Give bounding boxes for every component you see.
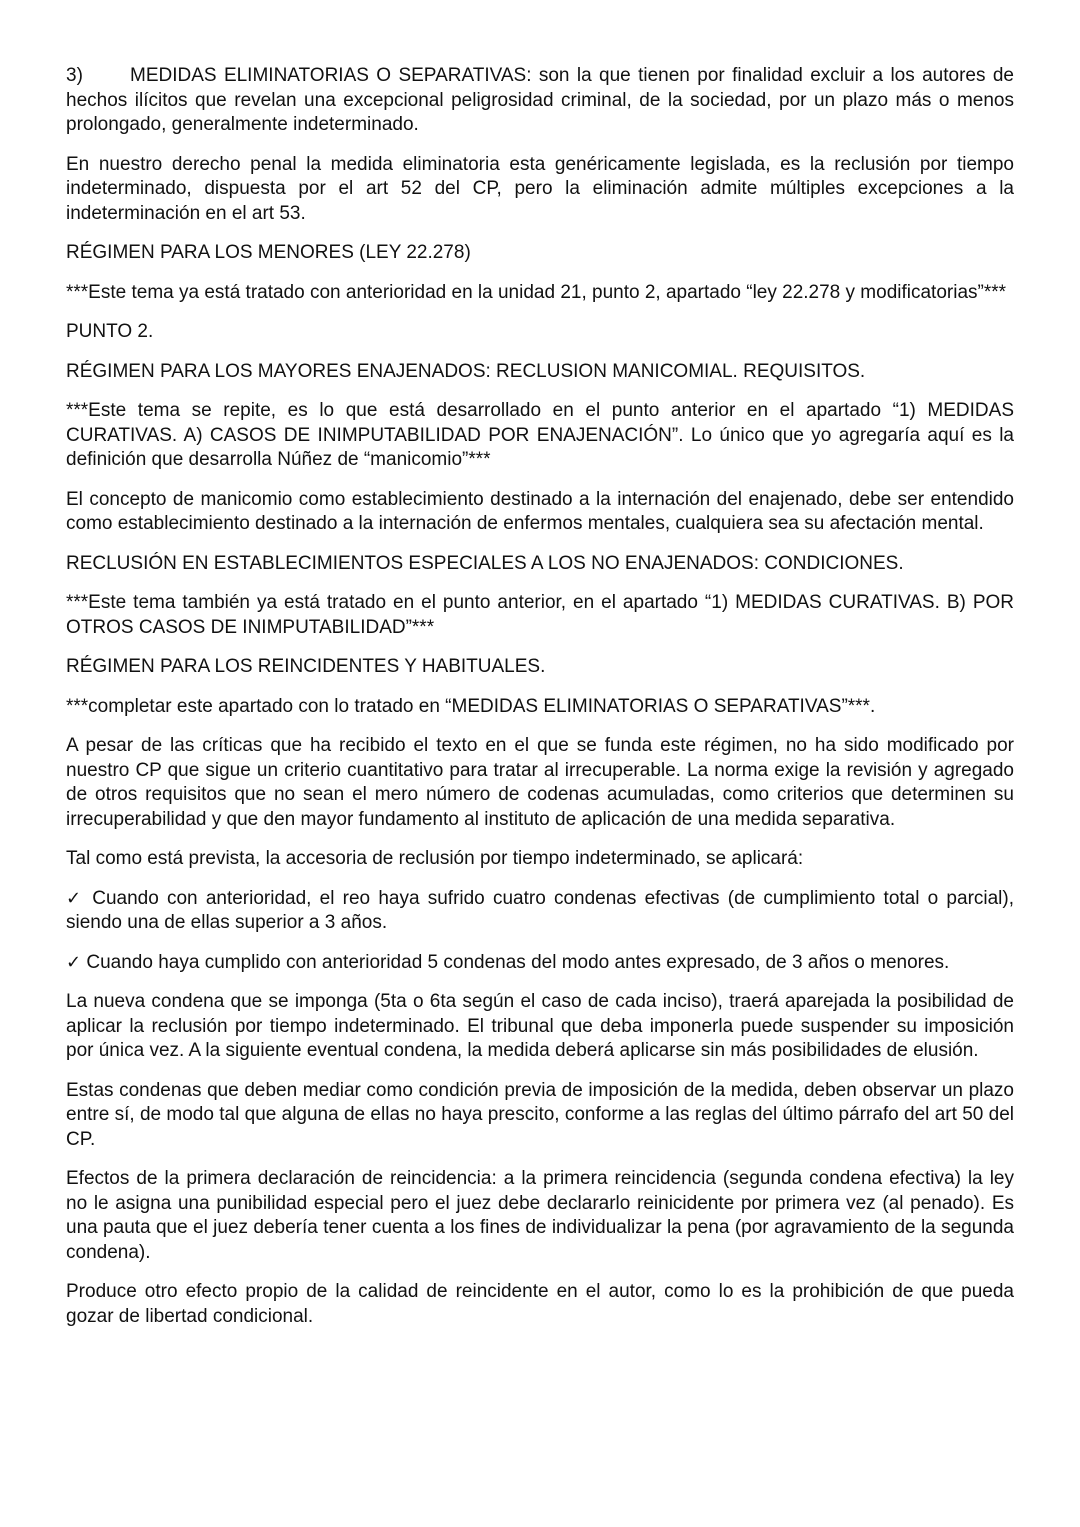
paragraph-text: MEDIDAS ELIMINATORIAS O SEPARATIVAS: son la que tienen por finalidad excluir a los autores de hechos ilícitos que revelan una excepcional peligrosidad criminal, de la sociedad, por un plazo más o menos prolongado, generalmente indeterminado. [66, 65, 1014, 135]
checklist-text: Cuando con anterioridad, el reo haya sufrido cuatro condenas efectivas (de cumplimiento total o parcial), siendo una de ellas superior a 3 años. [66, 887, 1015, 933]
list-number: 3) [66, 65, 83, 86]
paragraph-manicomio: El concepto de manicomio como establecimiento destinado a la internación del enajenado, debe ser entendido como establecimiento destinado a la internación de enfermos mentales, cualquiera sea su afectación mental. [66, 488, 1014, 534]
paragraph-efectos: Efectos de la primera declaración de reincidencia: a la primera reincidencia (segunda condena efectiva) la ley no le asigna una punibilidad especial pero el juez debe declararlo reinicidente por primera vez (al penado). Es una pauta que el juez debería tener cuenta a los fines de individualizar la pena (por agravamiento de la segunda condena). [66, 1168, 1014, 1263]
paragraph-produce: Produce otro efecto propio de la calidad de reincidente en el autor, como lo es la prohibición de que pueda gozar de libertad condicional. [66, 1281, 1014, 1327]
note-enajenados: ***Este tema se repite, es lo que está desarrollado en el punto anterior en el apartado “1) MEDIDAS CURATIVAS. A) CASOS DE INIMPUTABILIDAD POR ENAJENACIÓN”. Lo único que yo agregaría aquí es la definición que desarrolla Núñez de “manicomio”*** [66, 400, 1014, 470]
checkmark-icon: ✓ [66, 887, 85, 909]
paragraph-prevista: Tal como está prevista, la accesoria de reclusión por tiempo indeterminado, se aplicará: [66, 848, 804, 869]
paragraph-nueva-condena: La nueva condena que se imponga (5ta o 6ta según el caso de cada inciso), traerá aparejada la posibilidad de aplicar la reclusión por tiempo indeterminado. El tribunal que deba imponerla puede suspender su imposición por única vez. A la siguiente eventual condena, la medida deberá aplicarse sin más posibilidades de elusión. [66, 991, 1014, 1061]
heading-regimen-menores: RÉGIMEN PARA LOS MENORES (LEY 22.278) [66, 242, 471, 263]
paragraph-estas-condenas: Estas condenas que deben mediar como condición previa de imposición de la medida, deben observar un plazo entre sí, de modo tal que alguna de ellas no haya prescito, conforme a las reglas del último párrafo del art 50 del CP. [66, 1079, 1014, 1150]
heading-regimen-enajenados: RÉGIMEN PARA LOS MAYORES ENAJENADOS: RECLUSION MANICOMIAL. REQUISITOS. [66, 360, 866, 382]
heading-reincidentes: RÉGIMEN PARA LOS REINCIDENTES Y HABITUALES. [66, 656, 546, 677]
checkmark-icon: ✓ [66, 951, 82, 973]
note-no-enajenados: ***Este tema también ya está tratado en el punto anterior, en el apartado “1) MEDIDAS CURATIVAS. B) POR OTROS CASOS DE INIMPUTABILIDAD”*** [66, 592, 1014, 638]
checklist-item-2 [66, 951, 1014, 976]
checklist-item-1 [66, 887, 1014, 936]
note-menores: ***Este tema ya está tratado con anterioridad en la unidad 21, punto 2, apartado “ley 22.278 y modificatorias”*** [66, 281, 1007, 303]
checklist-text: Cuando haya cumplido con anterioridad 5 condenas del modo antes expresado, de 3 años o menores. [86, 951, 950, 973]
note-reincidentes: ***completar este apartado con lo tratado en “MEDIDAS ELIMINATORIAS O SEPARATIVAS”***. [66, 695, 876, 717]
paragraph-criticas: A pesar de las críticas que ha recibido el texto en el que se funda este régimen, no ha sido modificado por nuestro CP que sigue un criterio cuantitativo para tratar al irrecuperable. La norma exige la revisión y agregado de otros requisitos que no sean el mero número de codenas acumuladas, como criterios que determinen su irrecuperabilidad y que den mayor fundamento al instituto de aplicación de una medida separativa. [66, 735, 1014, 830]
heading-punto-2: PUNTO 2. [66, 321, 154, 342]
paragraph-derecho-penal: En nuestro derecho penal la medida eliminatoria esta genéricamente legislada, es la reclusión por tiempo indeterminado, dispuesta por el art 52 del CP, pero la eliminación admite múltiples excepciones a la indeterminación en el art 53. [66, 153, 1014, 224]
paragraph-medidas-eliminatorias [66, 64, 1014, 138]
heading-no-enajenados: RECLUSIÓN EN ESTABLECIMIENTOS ESPECIALES A LOS NO ENAJENADOS: CONDICIONES. [66, 552, 904, 574]
